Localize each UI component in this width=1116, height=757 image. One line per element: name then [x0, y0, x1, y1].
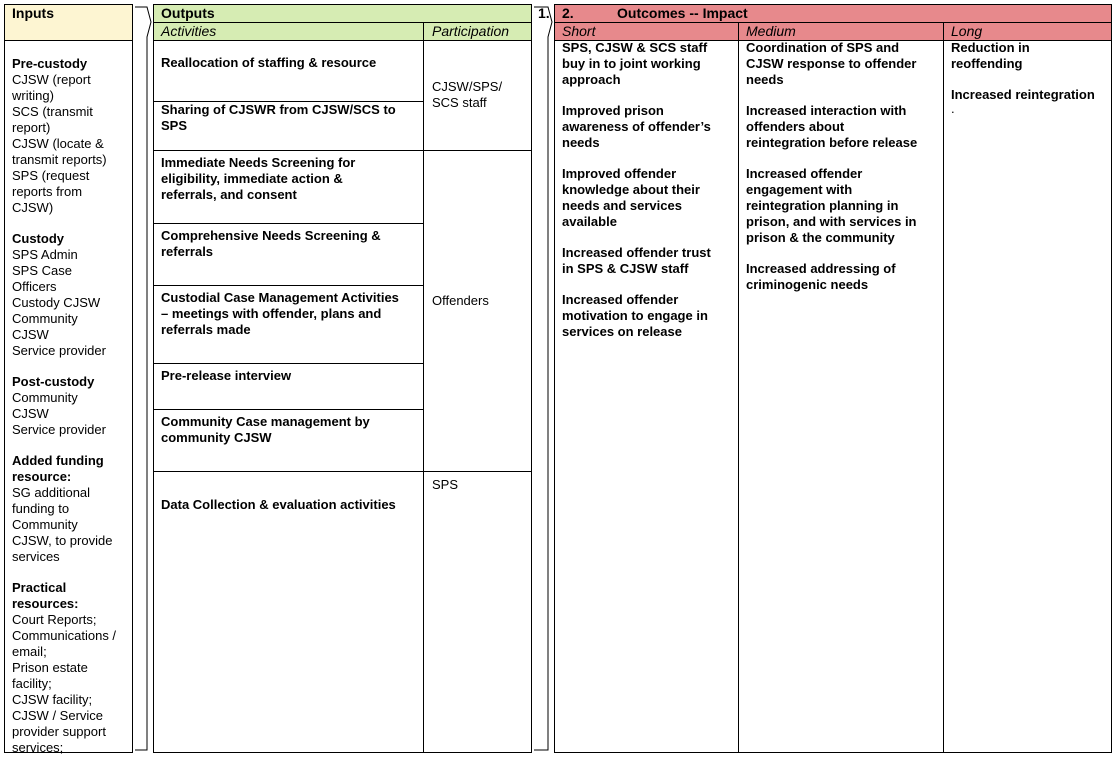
participation-header: Participation [432, 23, 510, 39]
input-line: SPS Case [12, 263, 72, 278]
activity-line: community CJSW [161, 430, 272, 445]
activity-line: eligibility, immediate action & [161, 171, 343, 186]
outcome-line: knowledge about their [562, 182, 700, 197]
outcome-line: reoffending [951, 56, 1023, 71]
input-group-title: Post-custody [12, 374, 95, 389]
activity-line: referrals [161, 244, 214, 259]
short-outcome-item [562, 40, 734, 88]
input-group-title: Practical [12, 580, 67, 595]
activity-line: Custodial Case Management Activities [161, 290, 399, 305]
input-line: Custody CJSW [12, 295, 101, 310]
activity-pre-release-interview [161, 368, 419, 384]
outcome-line: buy in to joint working [562, 56, 701, 71]
activity-line: Community Case management by [161, 414, 370, 429]
marker-one: 1. [538, 5, 550, 21]
outcome-line: Improved prison [562, 103, 664, 118]
outcome-line: Increased offender trust [562, 245, 711, 260]
input-line: CJSW, to provide [12, 533, 113, 548]
input-line: CJSW (locate & [12, 136, 104, 151]
participation-line: SCS staff [432, 95, 487, 110]
short-outcome-item [562, 292, 734, 340]
activity-custodial-case-management [161, 290, 419, 338]
input-line: services; [12, 740, 64, 755]
outcome-line: Increased offender [746, 166, 863, 181]
input-line: Service provider [12, 343, 106, 358]
input-line: report) [12, 120, 51, 135]
short-outcome-item [562, 166, 734, 230]
input-line: Service provider [12, 422, 106, 437]
input-line: SCS (transmit [12, 104, 93, 119]
input-line: SPS Admin [12, 247, 78, 262]
input-line: CJSW [12, 406, 49, 421]
input-group-title: resources: [12, 596, 79, 611]
outcome-line: needs and services [562, 198, 682, 213]
outcome-line: in SPS & CJSW staff [562, 261, 689, 276]
input-line: CJSW (report [12, 72, 91, 87]
outcome-line: criminogenic needs [746, 277, 869, 292]
input-line: CJSW [12, 327, 49, 342]
input-group-practical [12, 580, 130, 756]
short-outcomes-list [562, 40, 734, 340]
input-line: SG additional [12, 485, 91, 500]
input-line: SPS (request [12, 168, 90, 183]
outcome-line: Increased interaction with [746, 103, 907, 118]
marker-two: 2. [562, 5, 574, 21]
outcome-line: motivation to engage in [562, 308, 708, 323]
input-line: facility; [12, 676, 52, 691]
activity-line: Immediate Needs Screening for [161, 155, 356, 170]
input-line: Community [12, 311, 78, 326]
input-line: Prison estate [12, 660, 88, 675]
input-group-title: Added funding [12, 453, 104, 468]
outcome-line: Reduction in [951, 40, 1030, 55]
input-line: Community [12, 390, 78, 405]
activity-comprehensive-needs [161, 228, 419, 260]
participation-staff [432, 79, 528, 111]
activity-line: referrals, and consent [161, 187, 297, 202]
short-header: Short [562, 23, 596, 39]
input-line: CJSW / Service [12, 708, 104, 723]
arrow-connector-inputs-outputs [133, 4, 153, 753]
outcome-line: Increased reintegration [951, 87, 1095, 102]
input-line: transmit reports) [12, 152, 107, 167]
input-group-title: Custody [12, 231, 64, 246]
input-line: Officers [12, 279, 57, 294]
medium-outcome-item [746, 261, 940, 293]
outcome-line: engagement with [746, 182, 853, 197]
participation-line: CJSW/SPS/ [432, 79, 503, 94]
input-line: Community [12, 517, 78, 532]
input-group-pre-custody [12, 56, 130, 216]
outcome-line: prison, and with services in [746, 214, 917, 229]
arrow-connector-outputs-outcomes [532, 4, 554, 753]
activity-immediate-needs [161, 155, 419, 203]
outputs-header: Outputs [161, 5, 215, 21]
input-line: Court Reports; [12, 612, 97, 627]
activities-header: Activities [161, 23, 217, 39]
activity-line: Pre-release interview [161, 368, 292, 383]
outcome-line: prison & the community [746, 230, 895, 245]
input-line: writing) [12, 88, 54, 103]
outcome-line: CJSW response to offender [746, 56, 917, 71]
input-group-title: Pre-custody [12, 56, 88, 71]
outcome-line: awareness of offender’s [562, 119, 711, 134]
input-line: services [12, 549, 60, 564]
outcome-line: reintegration before release [746, 135, 918, 150]
participation-line: SPS [432, 477, 459, 492]
medium-outcome-item [746, 103, 940, 151]
input-group-post-custody [12, 374, 130, 438]
outcome-line: needs [746, 72, 784, 87]
activity-line: Comprehensive Needs Screening & [161, 228, 381, 243]
outcome-line: services on release [562, 324, 682, 339]
activity-line: – meetings with offender, plans and [161, 306, 382, 321]
outcome-line: offenders about [746, 119, 845, 134]
medium-header: Medium [746, 23, 796, 39]
activity-line: referrals made [161, 322, 251, 337]
activity-line: Sharing of CJSWR from CJSW/SCS to [161, 102, 396, 117]
participation-offenders [432, 293, 528, 309]
long-outcome-item [951, 40, 1109, 72]
input-line: provider support [12, 724, 106, 739]
input-group-custody [12, 231, 130, 359]
outcome-line: reintegration planning in [746, 198, 899, 213]
activity-data-collection [161, 497, 419, 513]
outcome-line: Increased offender [562, 292, 679, 307]
outcome-line: SPS, CJSW & SCS staff [562, 40, 708, 55]
input-group-title: resource: [12, 469, 72, 484]
activity-reallocation [161, 55, 419, 71]
long-trailing-dot: . [951, 101, 955, 116]
outcome-line: approach [562, 72, 621, 87]
short-outcome-item [562, 245, 734, 277]
outcome-line: Improved offender [562, 166, 677, 181]
activity-line: SPS [161, 118, 188, 133]
participation-line: Offenders [432, 293, 489, 308]
input-line: Communications / [12, 628, 117, 643]
activity-community-case-management [161, 414, 419, 446]
outcome-line: needs [562, 135, 600, 150]
activity-sharing-cjswr [161, 102, 419, 134]
short-outcome-item [562, 103, 734, 151]
outcome-line: Coordination of SPS and [746, 40, 900, 55]
long-outcomes-list [951, 40, 1109, 115]
medium-outcome-item [746, 166, 940, 246]
activity-line: Data Collection & evaluation activities [161, 497, 396, 512]
activity-line: Reallocation of staffing & resource [161, 55, 377, 70]
inputs-header: Inputs [12, 5, 54, 21]
long-outcome-item [951, 87, 1109, 103]
input-line: CJSW facility; [12, 692, 93, 707]
outcome-line: Increased addressing of [746, 261, 896, 276]
input-group-added-funding [12, 453, 130, 565]
outcomes-header: Outcomes -- Impact [617, 5, 748, 21]
long-header: Long [951, 23, 983, 39]
input-line: reports from [12, 184, 83, 199]
inputs-list [12, 56, 130, 756]
medium-outcome-item [746, 40, 940, 88]
participation-sps [432, 477, 528, 493]
input-line: CJSW) [12, 200, 54, 215]
input-line: email; [12, 644, 47, 659]
input-line: funding to [12, 501, 70, 516]
outcome-line: available [562, 214, 617, 229]
medium-outcomes-list [746, 40, 940, 293]
